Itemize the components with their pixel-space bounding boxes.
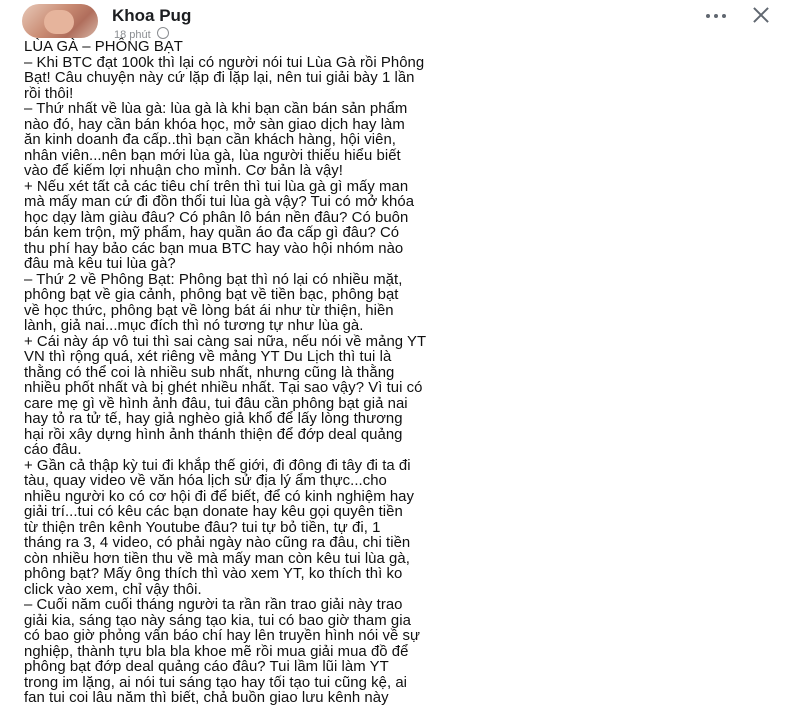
- post-line: + Cái này áp vô tui thì sai càng sai nữa, nếu nói về mảng YT: [24, 333, 427, 350]
- post-line: ăn kinh doanh đa cấp..thì bạn cần khách hàng, hội viên,: [24, 132, 396, 148]
- post-line: về học thức, phông bạt về lòng bát ái như từ thiện, hiền: [24, 302, 394, 319]
- post-line: – Thứ nhất về lùa gà: lùa gà là khi bạn cần bán sản phẩm: [24, 101, 408, 117]
- globe-icon: [157, 27, 169, 39]
- avatar-face: [44, 10, 74, 34]
- post-line: vào để kiếm lợi nhuận cho mình. Cơ bản là vậy!: [24, 163, 343, 179]
- post-line: nhiều phốt nhất và bị ghét nhiều nhất. Tại sao vậy? Vì tui có: [24, 380, 423, 396]
- post-line: giải trí...tui có kêu các bạn donate hay kêu gọi quyên tiền: [24, 504, 403, 520]
- post-line: tàu, quay video về văn hóa lịch sử địa lý ẩm thực...cho: [24, 473, 387, 489]
- post-line: tháng ra 3, 4 video, có phải ngày nào cũng ra đâu, chi tiền: [24, 535, 411, 551]
- post-line: thu phí hay bảo các bạn mua BTC hay vào hội nhóm nào: [24, 240, 404, 257]
- post-line: Bạt! Câu chuyện này cứ lặp đi lặp lại, nên tui giải bày 1 lần: [24, 70, 415, 86]
- post-line: từ thiện trên kênh Youtube đâu? tui tự bỏ tiền, tự đi, 1: [24, 519, 381, 536]
- post-line: fan tui coi lâu năm thì biết, chả buồn giao lưu kênh này: [24, 690, 389, 706]
- post-line: trong im lặng, ai nói tui sáng tạo hay tối tạo tui cũng kệ, ai: [24, 674, 408, 691]
- post-line: phông bạt? Mấy ông thích thì vào xem YT, ko thích thì ko: [24, 566, 403, 582]
- post-line: hay tỏ ra tử tế, hay giả nghèo giả khổ để lấy lòng thương: [24, 411, 403, 427]
- post-line: còn nhiều hơn tiền thu về mà mấy man còn kêu tui lùa gà,: [24, 550, 410, 567]
- post-line: – Cuối năm cuối tháng người ta rần rần trao giải này trao: [24, 597, 403, 613]
- avatar[interactable]: [22, 4, 98, 38]
- post-line: học dạy làm giàu đâu? Có phân lô bán nền đâu? Có buôn: [24, 209, 409, 226]
- more-options-icon[interactable]: [700, 6, 732, 26]
- post-time[interactable]: 18 phút: [114, 29, 151, 41]
- post-line: – Khi BTC đạt 100k thì lại có người nói tui Lùa Gà rồi Phông: [24, 54, 425, 71]
- post-line: VN thì rộng quá, xét riêng về mảng YT Du Lịch thì tui là: [24, 349, 392, 365]
- post-body: [24, 40, 784, 707]
- close-icon[interactable]: [750, 4, 772, 26]
- post-line: care mẹ gì về hình ảnh đâu, tui đâu cần phông bạt giả nai: [24, 395, 408, 412]
- post-line: nghiệp, thành tựu bla bla khoe mẽ rồi mua giải mua đồ để: [24, 643, 409, 660]
- post-line: phông bạt đớp deal quảng cáo đâu? Tui lầm lũi làm YT: [24, 659, 389, 675]
- post-line: thằng có thể coi là nhiều sub nhất, nhưng cũng là thằng: [24, 364, 395, 381]
- post-line: – Thứ 2 về Phông Bạt: Phông bạt thì nó lại có nhiều mặt,: [24, 271, 403, 288]
- post-line: cáo đâu.: [24, 442, 82, 458]
- post-line: giải kia, sáng tạo này sáng tạo kia, tui có bao giờ tham gia: [24, 612, 411, 629]
- post-line: rồi thôi!: [24, 85, 74, 102]
- post-line: hại rồi xây dựng hình ảnh thánh thiện để đớp deal quảng: [24, 426, 403, 443]
- post-line: nhân viên...nên bạn mới lùa gà, lùa người thiếu hiểu biết: [24, 147, 401, 164]
- post-line: nào đó, hay cần bán khóa học, mở sàn giao dịch hay làm: [24, 116, 405, 133]
- post-line: mà mấy man cứ đi đồn thổi tui lùa gà vậy? Tui có mở khóa: [24, 194, 415, 210]
- post-line: + Gần cả thập kỳ tui đi khắp thế giới, đi đông đi tây đi ta đi: [24, 457, 411, 474]
- post-line: click vào xem, chỉ vậy thôi.: [24, 581, 202, 598]
- post-line: lành, giả nai...mục đích thì nó tương tự như lùa gà.: [24, 318, 364, 334]
- post-line: + Nếu xét tất cả các tiêu chí trên thì tui lùa gà gì mấy man: [24, 178, 409, 195]
- post-line: LÙA GÀ – PHÔNG BẠT: [24, 39, 183, 55]
- post-line: nhiều người ko có cơ hội đi để biết, để có kinh nghiệm hay: [24, 488, 415, 505]
- post-line: phông bạt về gia cảnh, phông bạt về tiền bạc, phông bạt: [24, 287, 399, 303]
- post-header: [0, 0, 800, 44]
- post-line: đâu mà kêu tui lùa gà?: [24, 256, 176, 272]
- author-name[interactable]: Khoa Pug: [112, 6, 192, 25]
- post-line: bán kem trộn, mỹ phẩm, hay quần áo đa cấp gì đâu? Có: [24, 225, 400, 241]
- post-line: có bao giờ phỏng vấn báo chí hay lên truyền hình nói về sự: [24, 628, 420, 644]
